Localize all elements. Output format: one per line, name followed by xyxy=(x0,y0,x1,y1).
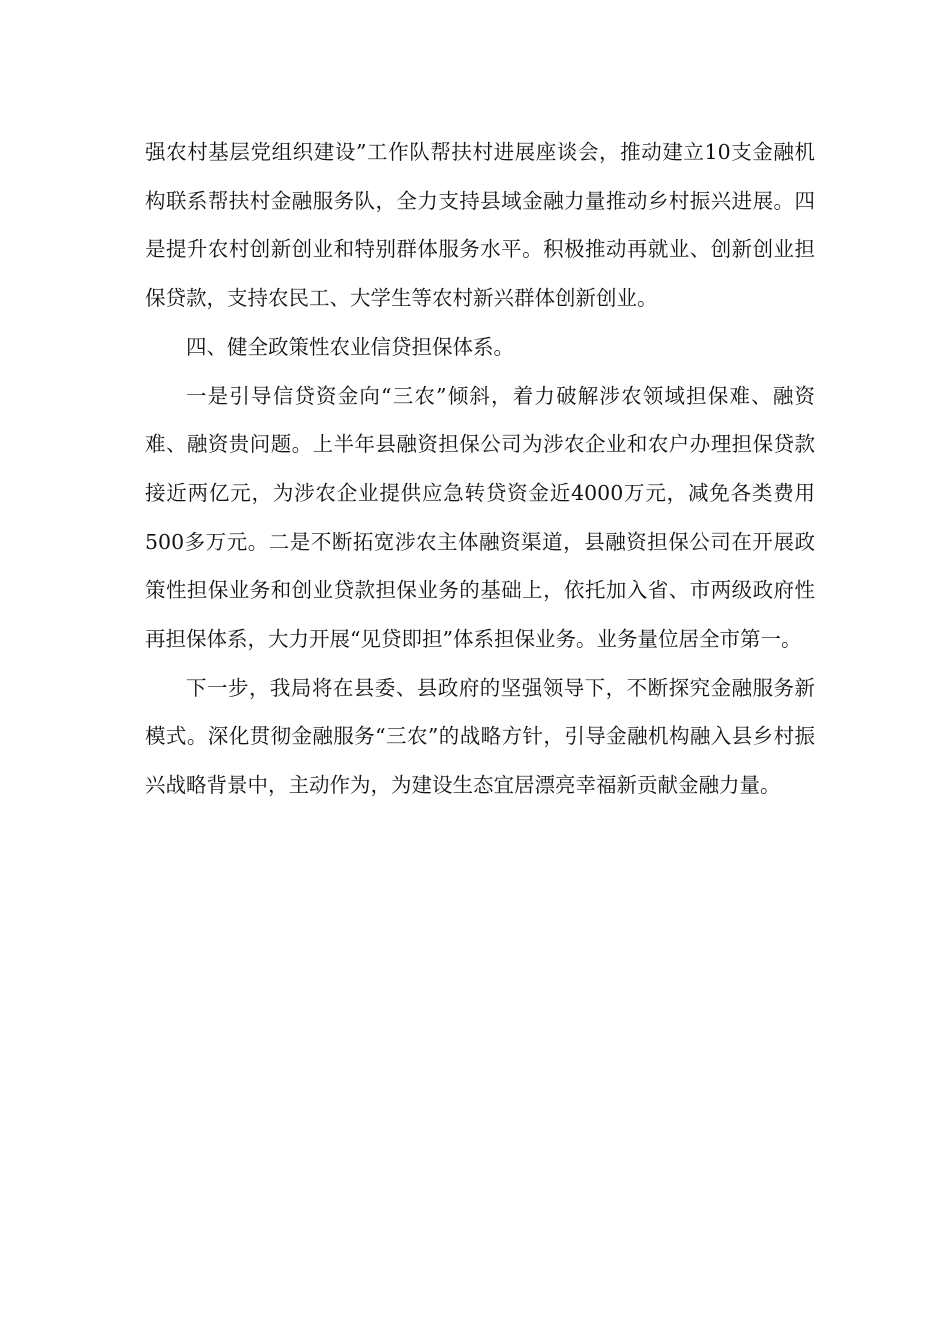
paragraph-credit-guarantee: 一是引导信贷资金向“三农”倾斜，着力破解涉农领域担保难、融资难、融资贵问题。上半年县融资担保公司为涉农企业和农户办理担保贷款接近两亿元，为涉农企业提供应急转贷资金近4000万元，减免各类费用500多万元。二是不断拓宽涉农主体融资渠道，县融资担保公司在开展政策性担保业务和创业贷款担保业务的基础上，依托加入省、市两级政府性再担保体系，大力开展“见贷即担”体系担保业务。业务量位居全市第一。 xyxy=(145,383,815,652)
document-body xyxy=(145,128,815,810)
section-heading-four: 四、健全政策性农业信贷担保体系。 xyxy=(186,334,514,359)
paragraph-next-steps: 下一步，我局将在县委、县政府的坚强领导下，不断探究金融服务新模式。深化贯彻金融服务“三农”的战略方针，引导金融机构融入县乡村振兴战略背景中，主动作为，为建设生态宜居漂亮幸福新贡献金融力量。 xyxy=(145,675,815,798)
paragraph-continuation: 强农村基层党组织建设”工作队帮扶村进展座谈会，推动建立10支金融机构联系帮扶村金融服务队，全力支持县域金融力量推动乡村振兴进展。四是提升农村创新创业和特别群体服务水平。积极推动再就业、创新创业担保贷款，支持农民工、大学生等农村新兴群体创新创业。 xyxy=(145,140,815,311)
